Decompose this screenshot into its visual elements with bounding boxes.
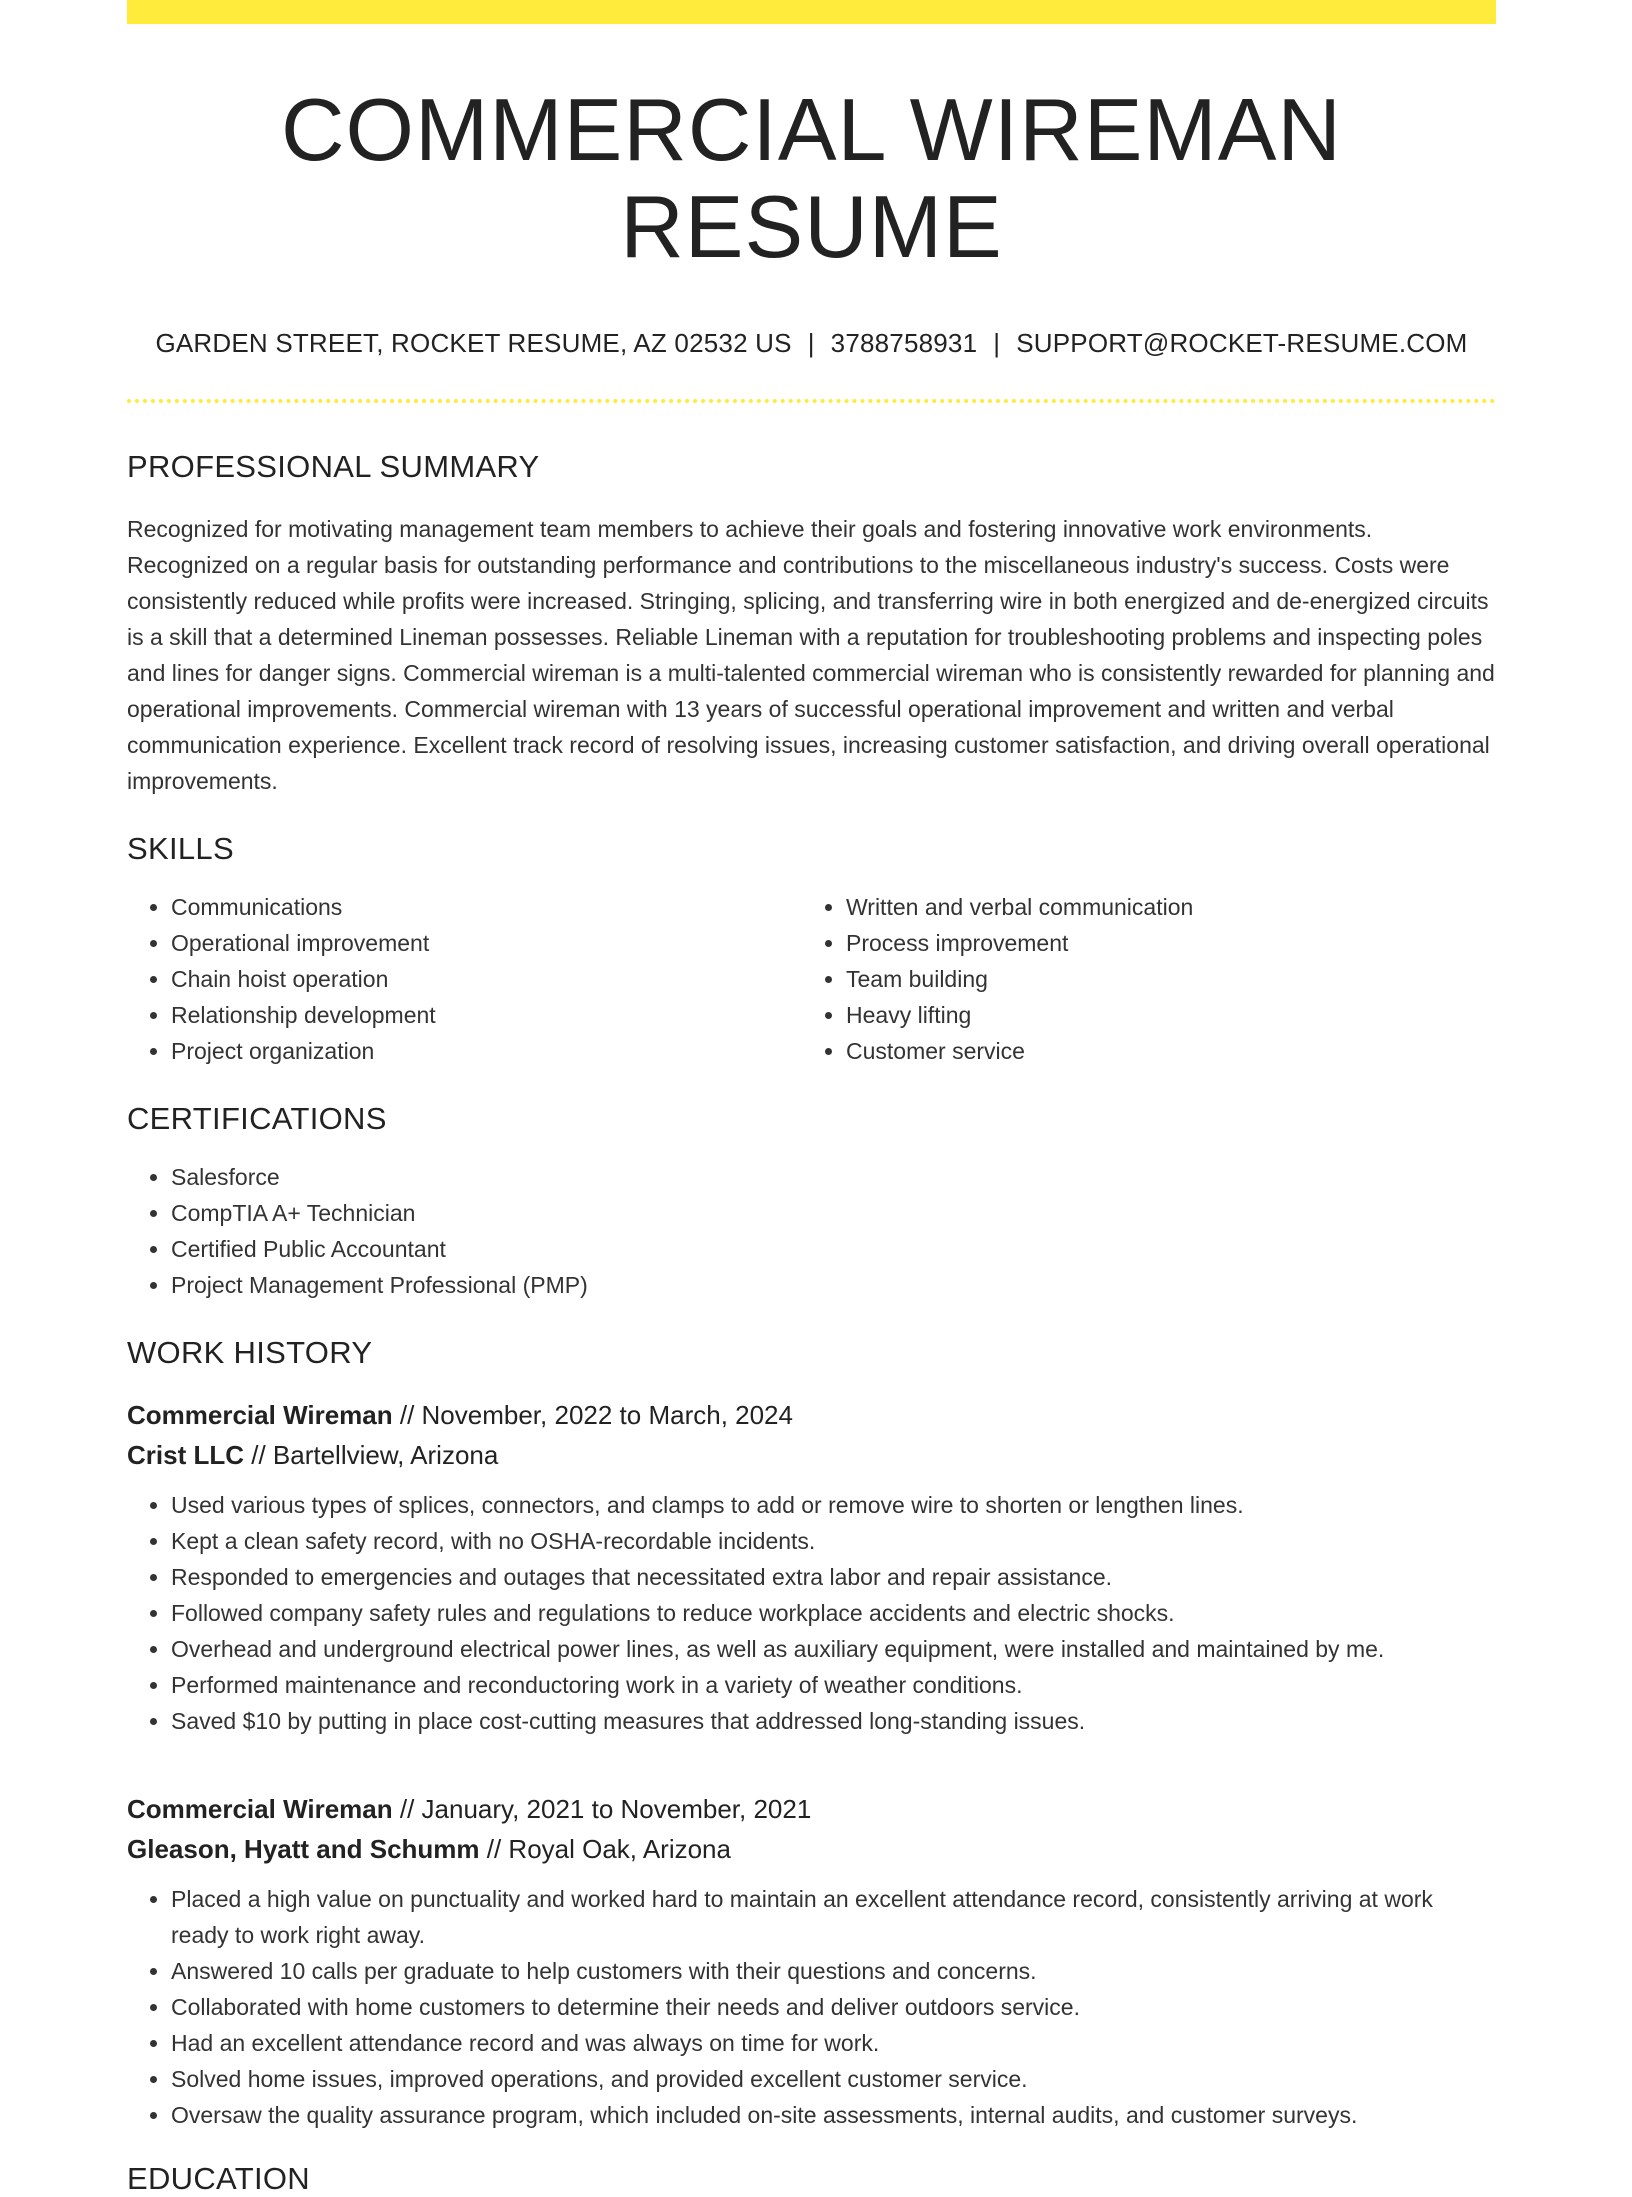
job-bullets: [127, 1487, 1496, 1739]
certification-item: • Salesforce: [171, 1159, 1496, 1195]
work-history-heading: WORK HISTORY: [127, 1334, 373, 1370]
certification-item: • Certified Public Accountant: [171, 1231, 1496, 1267]
job-bullet: • Had an excellent attendance record and was always on time for work.: [171, 2025, 1496, 2061]
dotted-divider: [127, 399, 1496, 403]
skills-heading: SKILLS: [127, 830, 234, 866]
job-bullet: • Kept a clean safety record, with no OSHA-recordable incidents.: [171, 1523, 1496, 1559]
skill-item: • Heavy lifting: [846, 997, 1477, 1033]
job-bullet: • Responded to emergencies and outages that necessitated extra labor and repair assistance.: [171, 1559, 1496, 1595]
job-location: // Bartellview, Arizona: [244, 1439, 499, 1470]
job-dates: // January, 2021 to November, 2021: [392, 1793, 812, 1824]
certifications-heading: CERTIFICATIONS: [127, 1100, 387, 1136]
certifications-section: [127, 1101, 1496, 1303]
education-heading: EDUCATION: [127, 2160, 310, 2196]
summary-text: Recognized for motivating management team members to achieve their goals and fostering innovative work environments. Recognized on a regular basis for outstanding performance and contributions to the miscellaneous industry's success. Costs were consistently reduced while profits were increased. Stringing, splicing, and transferring wire in both energized and de-energized circuits is a skill that a determined Lineman possesses. Reliable Lineman with a reputation for troubleshooting problems and inspecting poles and lines for danger signs. Commercial wireman is a multi-talented commercial wireman who is consistently rewarded for planning and operational improvements. Commercial wireman with 13 years of successful operational improvement and written and verbal communication experience. Excellent track record of resolving issues, increasing customer satisfaction, and driving overall operational improvements.: [127, 515, 1495, 794]
job-company-line: [127, 1829, 1496, 1869]
resume-title: COMMERCIAL WIREMAN RESUME: [281, 80, 1342, 276]
job-dates: // November, 2022 to March, 2024: [392, 1399, 793, 1430]
certification-item: • CompTIA A+ Technician: [171, 1195, 1496, 1231]
job-bullet: • Saved $10 by putting in place cost-cutting measures that addressed long-standing issues.: [171, 1703, 1496, 1739]
summary-section: [127, 449, 1496, 799]
job-location: // Royal Oak, Arizona: [479, 1833, 731, 1864]
summary-heading: PROFESSIONAL SUMMARY: [127, 448, 540, 484]
skill-item: • Team building: [846, 961, 1477, 997]
job-title: Commercial Wireman: [127, 1399, 393, 1430]
work-history-section: [127, 1335, 1496, 2133]
skill-item: • Customer service: [846, 1033, 1477, 1069]
job-bullet: • Answered 10 calls per graduate to help customers with their questions and concerns.: [171, 1953, 1496, 1989]
skills-grid: [127, 889, 1496, 1069]
job-company: Crist LLC: [127, 1439, 244, 1470]
skill-item: • Process improvement: [846, 925, 1477, 961]
skill-item: • Operational improvement: [171, 925, 802, 961]
skill-item: • Project organization: [171, 1033, 802, 1069]
job-bullet: • Solved home issues, improved operations, and provided excellent customer service.: [171, 2061, 1496, 2097]
job-bullet: • Collaborated with home customers to determine their needs and deliver outdoors service.: [171, 1989, 1496, 2025]
job-entry: [127, 1395, 1496, 1739]
job-entry: [127, 1789, 1496, 2133]
contact-line: [127, 328, 1496, 359]
skill-item: • Relationship development: [171, 997, 802, 1033]
certification-item: • Project Management Professional (PMP): [171, 1267, 1496, 1303]
skill-item: • Communications: [171, 889, 802, 925]
job-bullet: • Oversaw the quality assurance program, which included on-site assessments, internal audits, and customer surveys.: [171, 2097, 1496, 2133]
top-accent-bar: [127, 0, 1496, 24]
contact-separator: |: [807, 327, 815, 358]
job-company-line: [127, 1435, 1496, 1475]
contact-email: SUPPORT@ROCKET-RESUME.COM: [1016, 327, 1468, 358]
job-bullet: • Placed a high value on punctuality and worked hard to maintain an excellent attendance record, consistently arriving at work ready to work right away.: [171, 1881, 1496, 1953]
job-bullet: • Used various types of splices, connectors, and clamps to add or remove wire to shorten or lengthen lines.: [171, 1487, 1496, 1523]
job-title-line: [127, 1789, 1496, 1829]
job-title: Commercial Wireman: [127, 1793, 393, 1824]
education-section: [127, 2161, 1496, 2197]
contact-phone: 3788758931: [830, 327, 978, 358]
contact-address: GARDEN STREET, ROCKET RESUME, AZ 02532 US: [155, 327, 792, 358]
skill-item: • Written and verbal communication: [846, 889, 1477, 925]
skill-item: • Chain hoist operation: [171, 961, 802, 997]
job-bullet: • Performed maintenance and reconductoring work in a variety of weather conditions.: [171, 1667, 1496, 1703]
skills-list-right: [802, 889, 1477, 1069]
contact-separator: |: [993, 327, 1001, 358]
job-title-line: [127, 1395, 1496, 1435]
resume-page: [127, 0, 1496, 2197]
job-bullet: • Overhead and underground electrical power lines, as well as auxiliary equipment, were installed and maintained by me.: [171, 1631, 1496, 1667]
certifications-list: [127, 1159, 1496, 1303]
skills-list-left: [127, 889, 802, 1069]
skills-section: [127, 831, 1496, 1069]
job-company: Gleason, Hyatt and Schumm: [127, 1833, 480, 1864]
job-bullets: [127, 1881, 1496, 2133]
job-bullet: • Followed company safety rules and regulations to reduce workplace accidents and electric shocks.: [171, 1595, 1496, 1631]
